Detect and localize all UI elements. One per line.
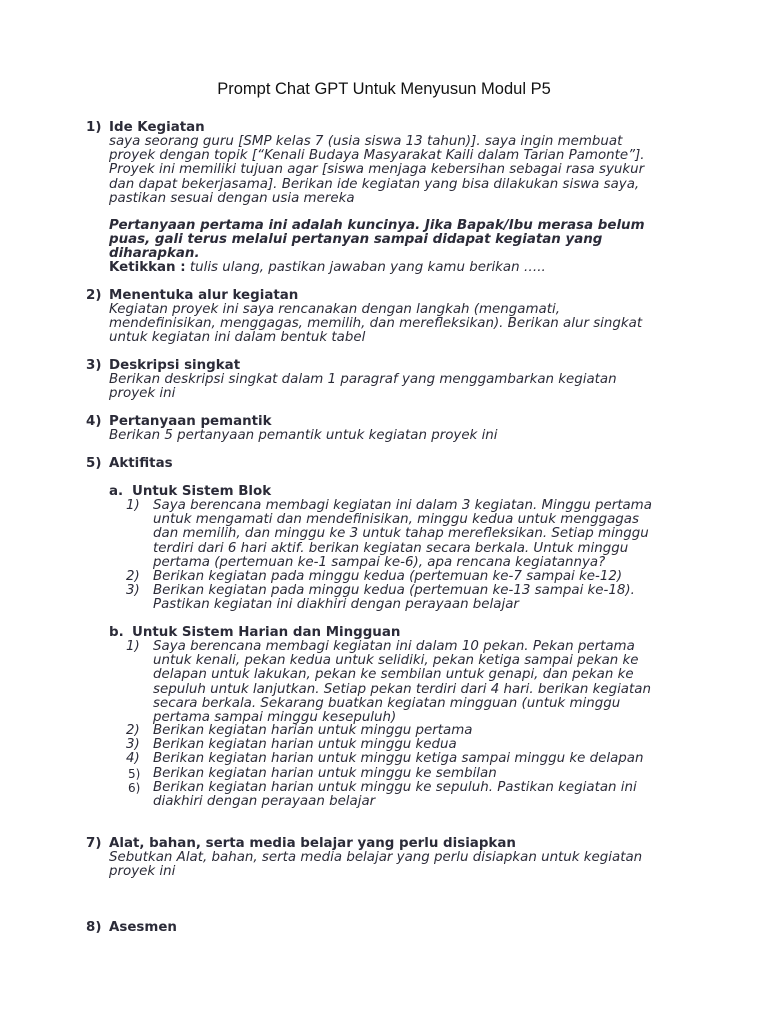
section-2-body (109, 303, 689, 346)
section-number: 1) (86, 120, 102, 135)
section-title: Menentuka alur kegiatan (109, 288, 299, 303)
body-line: Proyek ini memiliki tujuan agar [siswa menjaga kebersihan sebagai rasa syukur (109, 162, 645, 178)
list-line: pertama sampai minggu kesepuluh) (153, 710, 397, 726)
body-line: pastikan sesuai dengan usia mereka (109, 190, 355, 206)
list-line: delapan untuk lakukan, pekan ke sembilan untuk genapi, dan pekan ke (153, 667, 634, 683)
section-title: Alat, bahan, serta media belajar yang perlu disiapkan (109, 836, 516, 851)
list-line: sepuluh untuk lanjutkan. Setiap pekan terdiri dari 4 hari. berikan kegiatan (153, 681, 651, 697)
body-line: Sebutkan Alat, bahan, serta media belajar yang perlu disiapkan untuk kegiatan (109, 850, 643, 865)
section-1-note (109, 219, 689, 262)
list-text (153, 781, 637, 809)
section-title: Deskripsi singkat (109, 358, 241, 373)
list-line: dan memilih, dan minggu ke 3 untuk tahap merefleksikan. Setiap minggu (153, 526, 649, 542)
section-title: Asesmen (109, 920, 177, 935)
body-line: Berikan deskripsi singkat dalam 1 paragraf yang menggambarkan kegiatan (109, 372, 617, 387)
list-line: Pastikan kegiatan ini diakhiri dengan perayaan belajar (153, 597, 519, 613)
ketik-text: tulis ulang, pastikan jawaban yang kamu berikan ….. (185, 260, 546, 275)
section-4-body (109, 429, 689, 443)
list-line: Berikan kegiatan pada minggu kedua (pertemuan ke-7 sampai ke-12) (153, 569, 623, 584)
list-line: Saya berencana membagi kegiatan ini dalam 10 pekan. Pekan pertama (153, 639, 635, 654)
list-line: untuk kenali, pekan kedua untuk selidiki, pekan ketiga sampai pekan ke (153, 653, 639, 669)
ketik-label: Ketikkan : (109, 260, 186, 275)
list-line: Berikan kegiatan harian untuk minggu kedua (153, 737, 457, 752)
body-line: Kegiatan proyek ini saya rencanakan dengan langkah (mengamati, (109, 302, 560, 317)
list-line: secara berkala. Sekarang buatkan kegiatan mingguan (untuk minggu (153, 695, 621, 711)
list-number: 2) (126, 569, 140, 584)
body-line: dan dapat bekerjasama]. Berikan ide kegiatan yang bisa dilakukan siswa saya, (109, 176, 640, 192)
body-line: mendefinisikan, menggagas, memilih, dan merefleksikan). Berikan alur singkat (109, 316, 643, 332)
note-line: puas, gali terus melalui pertanyan sampai didapat kegiatan yang (109, 232, 603, 248)
body-line: Berikan 5 pertanyaan pemantik untuk kegiatan proyek ini (109, 428, 498, 443)
section-number: 8) (86, 920, 102, 935)
body-line: proyek ini (109, 864, 176, 880)
list-text (153, 499, 652, 570)
section-3-body (109, 373, 689, 401)
section-number: 2) (86, 288, 102, 303)
list-number: 1) (126, 639, 140, 654)
note-line: diharapkan. (109, 246, 200, 262)
list-line: terdiri dari 6 hari aktif. berikan kegiatan secara berkala. Untuk minggu (153, 540, 629, 556)
body-line: proyek ini (109, 386, 176, 402)
section-number: 3) (86, 358, 102, 373)
list-line: Berikan kegiatan harian untuk minggu ke sepuluh. Pastikan kegiatan ini (153, 780, 637, 795)
subsection-letter: a. (109, 484, 124, 499)
list-number: 5) (128, 767, 141, 781)
body-line: untuk kegiatan ini dalam bentuk tabel (109, 330, 366, 346)
list-number: 3) (126, 737, 140, 752)
list-line: Berikan kegiatan harian untuk minggu pertama (153, 723, 473, 738)
list-line: Berikan kegiatan harian untuk minggu ketiga sampai minggu ke delapan (153, 751, 644, 766)
list-number: 1) (126, 498, 140, 513)
section-7-body (109, 851, 689, 879)
page-title: Prompt Chat GPT Untuk Menyusun Modul P5 (217, 80, 551, 98)
list-text (153, 584, 635, 612)
list-number: 4) (126, 751, 140, 766)
body-line: saya seorang guru [SMP kelas 7 (usia siswa 13 tahun)]. saya ingin membuat (109, 134, 623, 149)
subsection-title: Untuk Sistem Blok (132, 484, 272, 499)
list-number: 3) (126, 583, 140, 598)
section-number: 7) (86, 836, 102, 851)
section-title: Pertanyaan pemantik (109, 414, 272, 429)
section-1-body (109, 135, 689, 206)
list-number: 2) (126, 723, 140, 738)
section-title: Aktifitas (109, 456, 173, 471)
list-number: 6) (128, 781, 141, 795)
body-line: proyek dengan topik [“Kenali Budaya Masyarakat Kaili dalam Tarian Pamonte”]. (109, 148, 645, 164)
subsection-title: Untuk Sistem Harian dan Mingguan (132, 625, 401, 640)
list-line: pertama (pertemuan ke-1 sampai ke-6), apa rencana kegiatannya? (153, 554, 606, 570)
subsection-letter: b. (109, 625, 124, 640)
list-line: Berikan kegiatan pada minggu kedua (pertemuan ke-13 sampai ke-18). (153, 583, 635, 598)
list-line: Berikan kegiatan harian untuk minggu ke sembilan (153, 766, 497, 781)
section-title: Ide Kegiatan (109, 120, 205, 135)
list-line: untuk mengamati dan mendefinisikan, minggu kedua untuk menggagas (153, 512, 639, 528)
list-text (153, 752, 644, 766)
list-line: Saya berencana membagi kegiatan ini dalam 3 kegiatan. Minggu pertama (153, 498, 652, 513)
section-number: 4) (86, 414, 102, 429)
section-number: 5) (86, 456, 102, 471)
section-1-ketik (109, 261, 689, 275)
list-text (153, 640, 651, 725)
list-line: diakhiri dengan perayaan belajar (153, 794, 376, 810)
note-line: Pertanyaan pertama ini adalah kuncinya. Jika Bapak/Ibu merasa belum (109, 218, 645, 233)
